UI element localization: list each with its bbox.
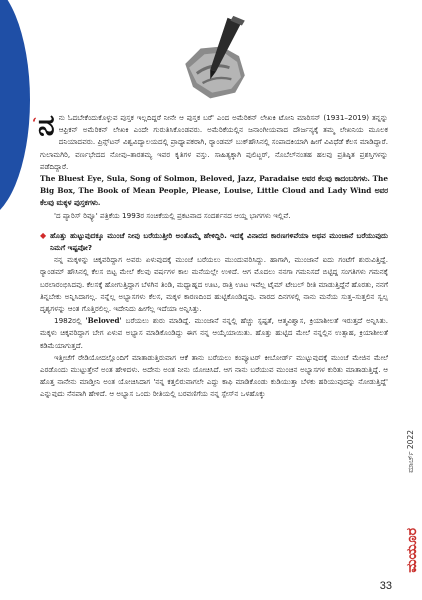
magazine-name: ಮಯೂರ (404, 528, 420, 573)
interview-source-note: 'ದ ಪ್ಯಾರಿಸ್ ರಿವ್ಯೂ' ಪತ್ರಿಕೆಯ 1993ರ ಸಂಚಿಕೆಯಲ್ಲಿ ಪ್ರಕಟವಾದ ಸಂದರ್ಶನದ ಆಯ್ದ ಭಾಗಗಳು ಇಲ್ಲಿವೆ. (54, 210, 291, 220)
hand-writing-pen-icon (168, 12, 264, 108)
issue-date: ಮಾರ್ಚ್ 2022 (406, 430, 415, 473)
diamond-bullet-icon: ◆ (40, 230, 47, 240)
page-number: 33 (379, 580, 392, 592)
article-body (32, 108, 388, 401)
interview-question (40, 230, 388, 254)
opening-quote-mark: ‘ (32, 116, 37, 132)
book-titles-paragraph: The Bluest Eye, Sula, Song of Solmon, Beloved, Jazz, Paradaise ಅವರ ಕೆಲವು ಕಾದಂಬರಿಗಳು. The Big Box, The Book of Mean People, Please, Louise, Little Cloud and Lady Wind ಅವರ ಕೆಲವು ಮಕ್ಕಳ ಪುಸ್ತಕಗಳು. (40, 174, 388, 208)
drop-cap: ನ (38, 108, 55, 143)
answer-paragraph-1: ನನ್ನ ಮಕ್ಕಳಿನ್ನು ಚಿಕ್ಕವರಿದ್ದಾಗ ಅವರು ಏಳುವುದಕ್ಕೆ ಮುಂಚೆ ಬರೆಯಲು ಮುಂದುವರಿಸಿದ್ದು. ಹಾಗಾಗಿ, ಮುಂಜಾನೆ ಐದು ಗಂಟೆಗೆ ಶುರುವಿತ್ತಿದ್ದೆ. ರ್‍ಯಾಂಡಮ್ ಹೌಸಿನಲ್ಲಿ ಕೆಲಸ ಬಿಟ್ಟ ಮೇಲೆ ಕೆಲವು ವರ್ಷಗಳ ಕಾಲ ಮನೆಯಲ್ಲೇ ಉಳಿದೆ. ಆಗ ಮೊದಲು ನನಗಾ ಗಮನಿಸದೆ ಬಿಟ್ಟಿದ್ದ ಸಂಗತಿಗಳು ಗಮನಕ್ಕೆ ಬರಲಾರಂಭಿಸಿದವು. ಕೆಲಸಕ್ಕೆ ಹೋಗುತ್ತಿದ್ದಾಗ ಬೆಳಗಿನ ತಿಂಡಿ, ಮಧ್ಯಾಹ್ನದ ಊಟ, ರಾತ್ರಿ ಊಟ ಇವೆಲ್ಲ ಟೈಮ್ ಟೇಬಲ್ ರೀತಿ ಮಾಡುತ್ತಿದ್ದೆನೆ ಹೊರತು, ನನಗೆ ತಿನ್ನಬೇಕು ಅನ್ನಿಸಿದಾಗಲ್ಲ. ನನ್ನೆಲ್ಲ ಅಭ್ಯಾಸಗಳು ಕೆಲಸ, ಮಕ್ಕಳ ಕಾರಣದಿಂದ ಹುಟ್ಟಿಕೊಂಡಿದ್ದವು. ವಾರದ ದಿನಗಳಲ್ಲಿ ನಾನು ಮನೆಯ ಸುತ್ತ–ಸುತ್ತಲಿನ ಸ್ವಲ್ಪ ದೃಶ್ಯಗಳನ್ನು ಆಂತ ಗೊತ್ತಿರಲಿಲ್ಲ. ಇದೇನಿದು ಹೀಗೆಲ್ಲ ಇದೆಯಾ ಅನ್ನಿಸಿತ್ತು. (40, 255, 388, 314)
question-text: ಹೊತ್ತು ಹುಟ್ಟುವುದಕ್ಕೂ ಮುಂಚೆ ನೀವು ಬರೆಯುತ್ತೀರಿ ಅಂತೊಮ್ಮೆ ಹೇಳಿದ್ದಿರಿ. ಇದಕ್ಕೆ ವಿನಾದದ ಕಾರಣಗಳಿವೆಯಾ ಅಥವ ಮುಂಜಾನೆ ಬರೆಯುವುದು ನಿಮಗೆ ಇಷ್ಟವೋ? (50, 230, 388, 253)
answer-paragraph-3: ಇತ್ತೀಚೆಗೆ ರೇಡಿಯೋದಲ್ಲೊಂದಿಗೆ ಮಾತಾಡುತ್ತಿರುವಾಗ ಆಕೆ ತಾನು ಬರೆಯಲು ಕಂಪ್ಯೂಟರ್ ಕೀಬೋರ್ಡ್ ಮುಟ್ಟುವುದಕ್ಕೆ ಮುಂಚೆ ಮೇಜಿನ ಮೇಲೆ ಎರಡೊಂದು ಮುಟ್ಟುತ್ತೇನೆ ಅಂತ ಹೇಳಿದಳು. ಅದೇನು ಅಂತ ನೀನು ಯೋಚಿಸಿದೆ. ಆಗ ನಾನು ಬರೆಯುವ ಮುಂಚಿನ ಅಭ್ಯಾಸಗಳ ಕುರಿತು ಮಾತಾಡುತ್ತಿದ್ದೆ. ಆ ಹೊತ್ತ ನಾನೇನು ಮಾಡ್ತೀನಿ ಅಂತ ಯೋಚಿಸಿದಾಗ 'ನನ್ನ ಕತ್ತಲಿರುವಾಗಲೇ ಎದ್ದು ಕಾಫಿ ಮಾಡಿಕೊಂಡು ಕುಡಿಯುತ್ತಾ ಬೆಳಕು ಹರಿಯುವುದನ್ನು ನೋಡುತ್ತಿದ್ದೆ' ಎನ್ನುವುದು ನೆನಪಾಗಿ ಹೇಳಿದೆ. ಆ ಅಭ್ಯಾಸ ಒಂದು ರೀತಿಯಲ್ಲಿ ಬರವಣಿಗೆಯ ನನ್ನ ಸ್ಪೇಸ್‌ನ ಒಳಹೊಕ್ಕು (40, 352, 388, 399)
answer-paragraph-2: 1982ರಲ್ಲಿ 'Beloved' ಬರೆಯಲು ಶುರು ಮಾಡಿದ್ದೆ. ಮುಂಜಾನೆ ನನ್ನಲ್ಲಿ ಹೆಚ್ಚು ಸ್ಪಷ್ಟತೆ, ಆತ್ಮವಿಶ್ವಾಸ, ಕ್ರಿಯಾಶೀಲತೆ ಇರುತ್ತದೆ ಅನ್ನಿಸಿತು. ಮಕ್ಕಳು ಚಿಕ್ಕವರಿದ್ದಾಗ ಬೇಗ ಏಳುವ ಅಭ್ಯಾಸ ಮಾಡಿಕೊಂಡಿದ್ದು ಈಗ ನನ್ನ ಆಯ್ಕೆಯಾಯಿತು. ಹೊತ್ತು ಹುಟ್ಟಿದ ಮೇಲೆ ನನ್ನಲ್ಲಿನ ಉತ್ಸಾಹ, ಕ್ರಿಯಾಶೀಲತೆ ಕಡಿಮೆಯಾಗುತ್ತದೆ. (40, 316, 388, 350)
beloved-title: 'Beloved' (85, 316, 122, 326)
intro-paragraph: ನನು ಓದಬೇಕೆಂದುಕೊಳ್ಳುವ ಪುಸ್ತಕ ಇಲ್ಲದಿದ್ದರೆ ನೀನೇ ಆ ಪುಸ್ತಕ ಬರೆ' ಎಂದ ಅಮೆರಿಕನ್ ಲೇಖಕಿ ಟೋನಿ ಮಾರಿಸನ್ (1931–2019) ತನ್ನನ್ನು ಆಫ್ರಿಕನ್ ಅಮೆರಿಕನ್ ಲೇಖಕಿ ಎಂದೇ ಗುರುತಿಸಿಕೊಂಡವರು. ಅಮೆರಿಕೆಯಲ್ಲಿನ ಜನಾಂಗೀಯವಾದ ದೌರ್ಜನ್ಯಕ್ಕೆ ತಮ್ಮ ಲೇಖನಿಯ ಮೂಲಕ ದನಿಯಾದವರು. ಪ್ರಿನ್ಸ್‌ಟನ್ ವಿಶ್ವವಿದ್ಯಾಲಯದಲ್ಲಿ ಪ್ರಾಧ್ಯಾಪಕರಾಗಿ, ರ್‍ಯಾಂಡಮ್ ಬುಕ್‌ಹೌಸಿನಲ್ಲಿ ಸಂಪಾದಕಿಯಾಗಿ ಹೀಗೆ ವಿವಿಧೆಡೆ ಕೆಲಸ ಮಾಡಿದ್ದಾರೆ. ಗುಲಾಮಗಿರಿ, ವರ್ಣಭೇದದ ನೋವು–ತಾರತಮ್ಯ ಇವರ ಕೃತಿಗಳ ವಸ್ತು. ಸಾಹಿತ್ಯಕ್ಕಾಗಿ ಪುಲಿಟ್ಜರ್, ನೊಬೆಲ್‌ನಂತಹ ಹಲವು ಪ್ರತಿಷ್ಠಿತ ಪ್ರಶಸ್ತಿಗಳನ್ನು ಪಡೆದಿದ್ದಾರೆ. (38, 108, 388, 171)
decorative-blue-arc (0, 0, 30, 220)
